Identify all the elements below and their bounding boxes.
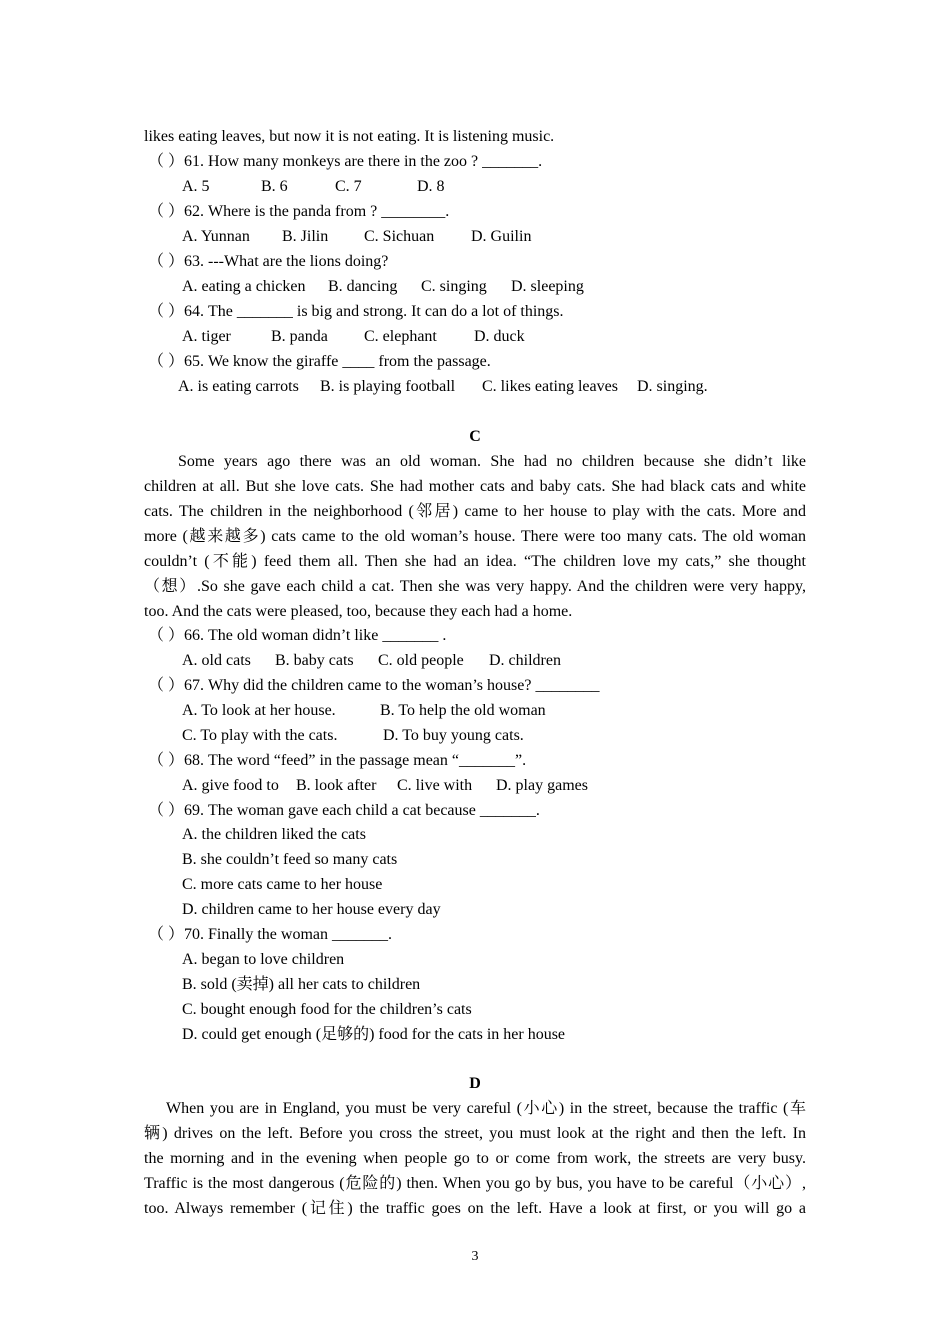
option-c: C. live with — [397, 777, 473, 794]
question-70: （ ）70. Finally the woman _______. — [148, 926, 392, 943]
option-b: B. To help the old woman — [380, 702, 546, 719]
option-a: A. give food to — [182, 777, 279, 794]
option-d: D. singing. — [637, 378, 708, 395]
option-c: C. bought enough food for the children’s cats — [182, 1001, 472, 1018]
question-65-options — [178, 374, 840, 399]
question-66-options — [182, 648, 844, 673]
passage-c-line: children at all. But she love cats. She had mother cats and baby cats. She had black cats and white — [144, 478, 806, 495]
question-61-options — [182, 174, 844, 199]
option-a: A. eating a chicken — [182, 278, 306, 295]
question-62: （ ）62. Where is the panda from ? ________. — [148, 203, 450, 220]
option-b: B. baby cats — [275, 652, 354, 669]
option-b: B. sold (卖掉) all her cats to children — [182, 976, 421, 993]
option-b: B. panda — [271, 328, 328, 345]
option-c: C. likes eating leaves — [482, 378, 618, 395]
section-c-heading: C — [469, 428, 481, 445]
passage-c-line: more (越来越多) cats came to the old woman’s house. There were too many cats. The old woman — [144, 528, 806, 545]
option-b: B. dancing — [328, 278, 398, 295]
passage-c-line: couldn’t (不能) feed them all. Then she had an idea. “The children love my cats,” she thought — [144, 553, 806, 570]
option-a: A. is eating carrots — [178, 378, 299, 395]
question-65: （ ）65. We know the giraffe ____ from the passage. — [148, 353, 491, 370]
option-c: C. old people — [378, 652, 464, 669]
option-c: C. Sichuan — [364, 228, 435, 245]
question-67-options-row2 — [182, 723, 844, 748]
passage-c-line: Some years ago there was an old woman. She had no children because she didn’t like — [178, 453, 806, 470]
question-67: （ ）67. Why did the children came to the woman’s house? ________ — [148, 677, 600, 694]
passage-d-line: too. Always remember (记住) the traffic goes on the left. Have a look at first, or you will go a — [144, 1200, 806, 1217]
option-c: C. singing — [421, 278, 487, 295]
option-a: A. old cats — [182, 652, 251, 669]
option-d: D. 8 — [417, 178, 445, 195]
option-d: D. could get enough (足够的) food for the cats in her house — [182, 1026, 566, 1043]
question-64: （ ）64. The _______ is big and strong. It can do a lot of things. — [148, 303, 564, 320]
question-63: （ ）63. ---What are the lions doing? — [148, 253, 389, 270]
option-a: A. To look at her house. — [182, 702, 336, 719]
option-a: A. 5 — [182, 178, 210, 195]
passage-d-line: Traffic is the most dangerous (危险的) then. When you go by bus, you have to be careful（小心）, — [144, 1175, 806, 1192]
option-b: B. look after — [296, 777, 377, 794]
question-69: （ ）69. The woman gave each child a cat because _______. — [148, 802, 540, 819]
option-c: C. 7 — [335, 178, 362, 195]
question-62-options — [182, 224, 844, 249]
option-d: D. Guilin — [471, 228, 532, 245]
passage-d-line: the morning and in the evening when people go to or come from work, the streets are very busy. — [144, 1150, 806, 1167]
option-a: A. began to love children — [182, 951, 345, 968]
option-b: B. is playing football — [320, 378, 456, 395]
option-b: B. Jilin — [282, 228, 329, 245]
option-d: D. sleeping — [511, 278, 584, 295]
passage-c-line: too. And the cats were pleased, too, because they each had a home. — [144, 603, 573, 620]
option-c: C. elephant — [364, 328, 437, 345]
option-c: C. more cats came to her house — [182, 876, 383, 893]
passage-d-line: 辆) drives on the left. Before you cross the street, you must look at the right and then the left. In — [144, 1125, 806, 1142]
question-68-options — [182, 773, 844, 798]
passage-c-line: cats. The children in the neighborhood (邻居) came to her house to play with the cats. More and — [144, 503, 806, 520]
passage-c-line: （想）.So she gave each child a cat. Then she was very happy. And the children were very happy, — [144, 578, 806, 595]
option-b: B. she couldn’t feed so many cats — [182, 851, 398, 868]
passage-d-line: When you are in England, you must be very careful (小心) in the street, because the traffic (车 — [166, 1100, 806, 1117]
question-64-options — [182, 324, 844, 349]
question-61: （ ）61. How many monkeys are there in the zoo ? _______. — [148, 153, 543, 170]
option-d: D. To buy young cats. — [383, 727, 524, 744]
option-d: D. children came to her house every day — [182, 901, 441, 918]
option-d: D. children — [489, 652, 561, 669]
passage-b-tail: likes eating leaves, but now it is not eating. It is listening music. — [144, 128, 555, 145]
section-d-heading: D — [469, 1075, 481, 1092]
question-66: （ ）66. The old woman didn’t like _______ . — [148, 627, 447, 644]
option-a: A. the children liked the cats — [182, 826, 366, 843]
option-c: C. To play with the cats. — [182, 727, 338, 744]
page-number: 3 — [471, 1249, 479, 1264]
option-d: D. duck — [474, 328, 525, 345]
question-67-options-row1 — [182, 698, 844, 723]
option-b: B. 6 — [261, 178, 288, 195]
question-63-options — [182, 274, 844, 299]
option-d: D. play games — [496, 777, 588, 794]
question-68: （ ）68. The word “feed” in the passage mean “_______”. — [148, 752, 527, 769]
option-a: A. Yunnan — [182, 228, 250, 245]
option-a: A. tiger — [182, 328, 231, 345]
